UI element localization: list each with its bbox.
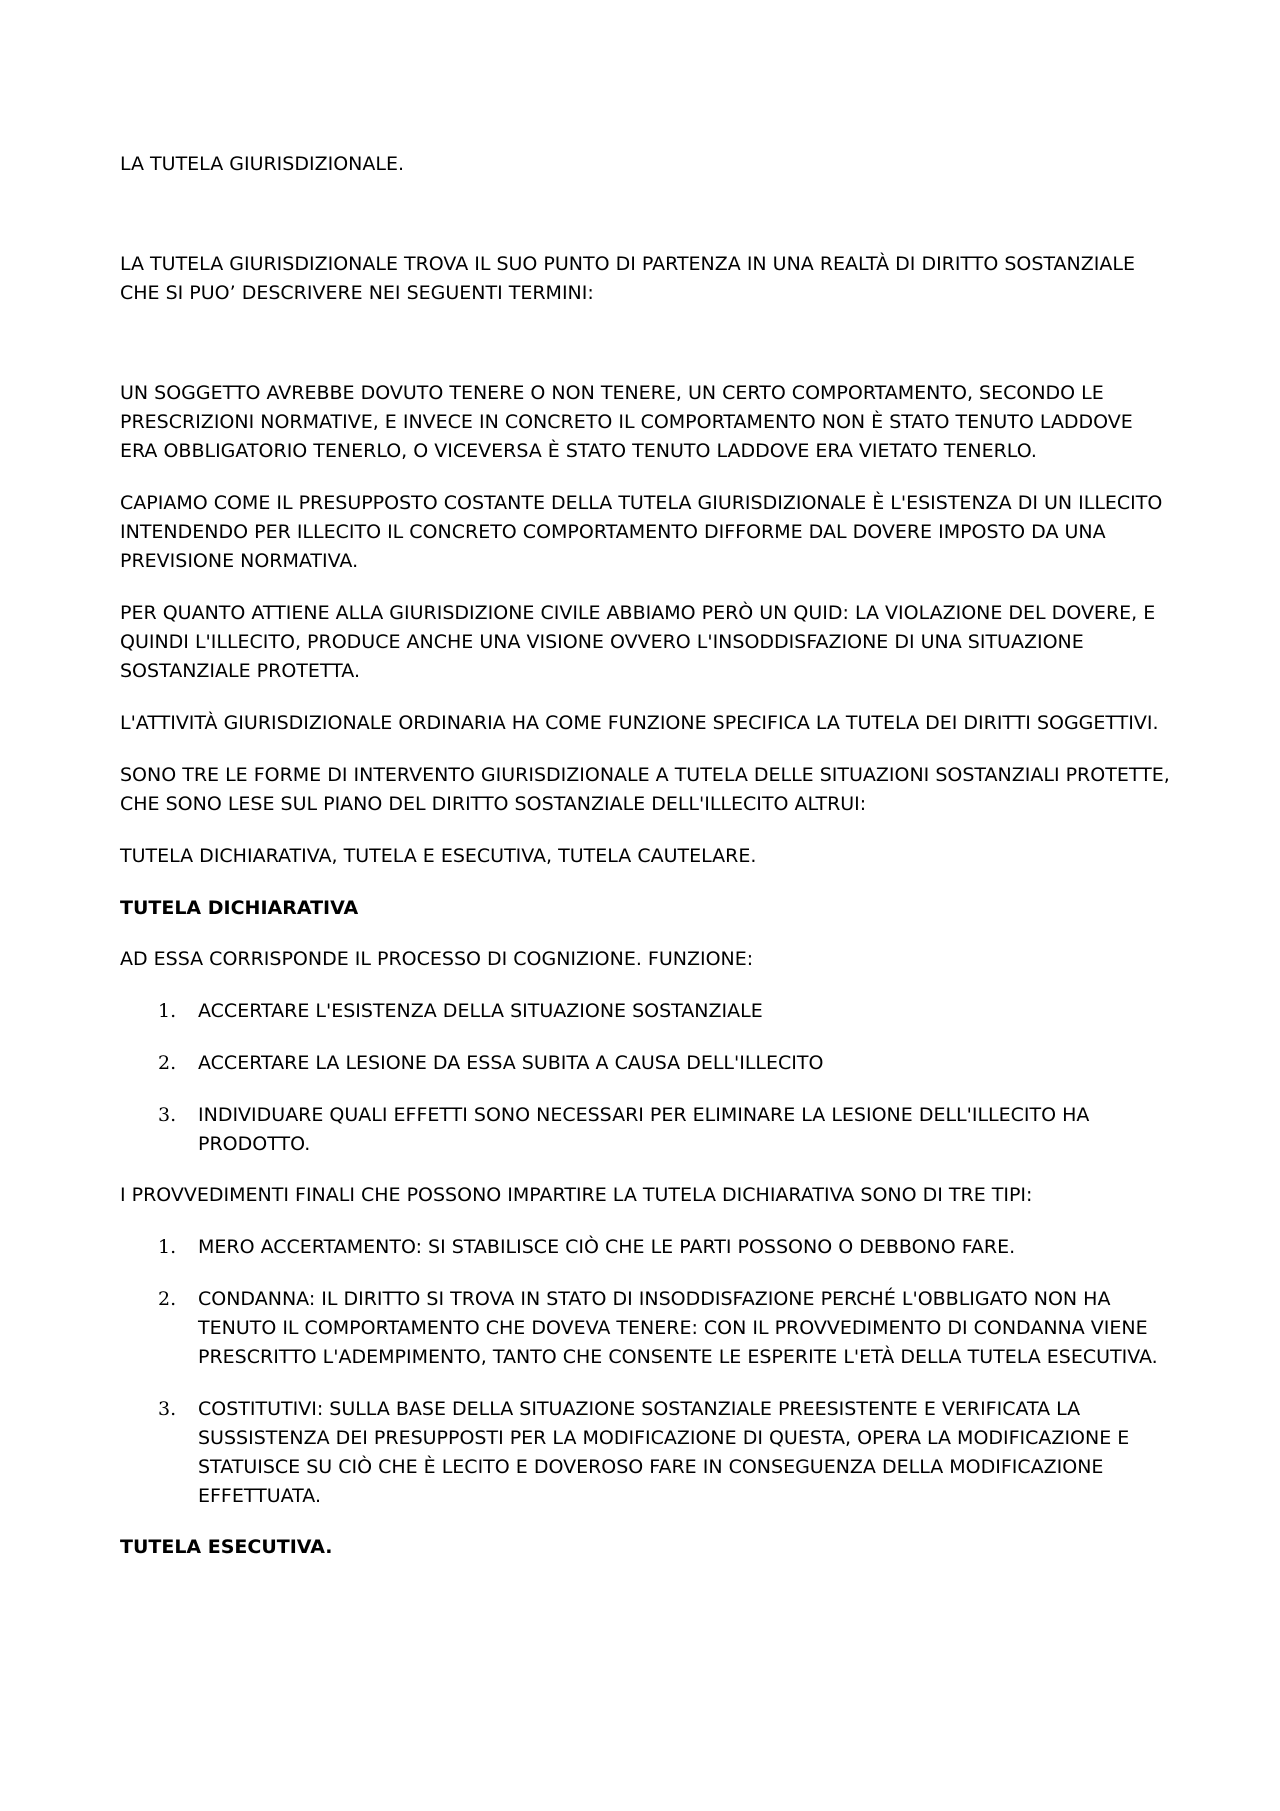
section-lead: AD ESSA CORRISPONDE IL PROCESSO DI COGNIZIONE. FUNZIONE:	[120, 948, 754, 970]
paragraph: L'ATTIVITÀ GIURISDIZIONALE ORDINARIA HA COME FUNZIONE SPECIFICA LA TUTELA DEI DIRITTI SOGGETTIVI.	[120, 712, 1159, 734]
list-item-text: INDIVIDUARE QUALI EFFETTI SONO NECESSARI PER ELIMINARE LA LESIONE DELL'ILLECITO HA PRODOTTO.	[198, 1104, 1090, 1155]
list-item-text: MERO ACCERTAMENTO: SI STABILISCE CIÒ CHE LE PARTI POSSONO O DEBBONO FARE.	[198, 1236, 1016, 1258]
paragraph: TUTELA DICHIARATIVA, TUTELA E ESECUTIVA, TUTELA CAUTELARE.	[120, 845, 757, 867]
list-number: 1.	[158, 1236, 177, 1258]
functions-list	[120, 997, 1170, 1159]
list-number: 3.	[158, 1398, 177, 1420]
list-item	[120, 1233, 1170, 1262]
section-lead: I PROVVEDIMENTI FINALI CHE POSSONO IMPARTIRE LA TUTELA DICHIARATIVA SONO DI TRE TIPI:	[120, 1184, 1033, 1206]
intro-paragraph: LA TUTELA GIURISDIZIONALE TROVA IL SUO PUNTO DI PARTENZA IN UNA REALTÀ DI DIRITTO SOSTANZIALE CHE SI PUO’ DESCRIVERE NEI SEGUENTI TERMINI:	[120, 253, 1135, 304]
list-item	[120, 1049, 1170, 1078]
list-number: 2.	[158, 1288, 177, 1310]
paragraph: CAPIAMO COME IL PRESUPPOSTO COSTANTE DELLA TUTELA GIURISDIZIONALE È L'ESISTENZA DI UN ILLECITO INTENDENDO PER ILLECITO IL CONCRETO COMPORTAMENTO DIFFORME DAL DOVERE IMPOSTO DA UNA PREVISIONE NORMATIVA.	[120, 492, 1163, 572]
list-item-text: COSTITUTIVI: SULLA BASE DELLA SITUAZIONE SOSTANZIALE PREESISTENTE E VERIFICATA LA SUSSISTENZA DEI PRESUPPOSTI PER LA MODIFICAZIONE DI QUESTA, OPERA LA MODIFICAZIONE E STATUISCE SU CIÒ CHE È LECITO E DOVEROSO FARE IN CONSEGUENZA DELLA MODIFICAZIONE EFFETTUATA.	[198, 1398, 1130, 1507]
document-body	[120, 150, 1170, 1584]
list-item	[120, 1101, 1170, 1159]
list-item-text: CONDANNA: IL DIRITTO SI TROVA IN STATO DI INSODDISFAZIONE PERCHÉ L'OBBLIGATO NON HA TENUTO IL COMPORTAMENTO CHE DOVEVA TENERE: CON IL PROVVEDIMENTO DI CONDANNA VIENE PRESCRITTO L'ADEMPIMENTO, TANTO CHE CONSENTE LE ESPERITE L'ETÀ DELLA TUTELA ESECUTIVA.	[198, 1288, 1158, 1368]
list-number: 1.	[158, 1000, 177, 1022]
document-title: LA TUTELA GIURISDIZIONALE.	[120, 153, 404, 175]
provvedimenti-list	[120, 1233, 1170, 1511]
paragraph: PER QUANTO ATTIENE ALLA GIURISDIZIONE CIVILE ABBIAMO PERÒ UN QUID: LA VIOLAZIONE DEL DOVERE, E QUINDI L'ILLECITO, PRODUCE ANCHE UNA VISIONE OVVERO L'INSODDISFAZIONE DI UNA SITUAZIONE SOSTANZIALE PROTETTA.	[120, 602, 1156, 682]
section-heading-dichiarativa: TUTELA DICHIARATIVA	[120, 897, 359, 919]
section-heading-esecutiva: TUTELA ESECUTIVA.	[120, 1536, 333, 1558]
list-item	[120, 1285, 1170, 1372]
list-item	[120, 997, 1170, 1026]
list-item-text: ACCERTARE LA LESIONE DA ESSA SUBITA A CAUSA DELL'ILLECITO	[198, 1052, 824, 1074]
list-item-text: ACCERTARE L'ESISTENZA DELLA SITUAZIONE SOSTANZIALE	[198, 1000, 763, 1022]
list-number: 2.	[158, 1052, 177, 1074]
list-number: 3.	[158, 1104, 177, 1126]
paragraph: SONO TRE LE FORME DI INTERVENTO GIURISDIZIONALE A TUTELA DELLE SITUAZIONI SOSTANZIALI PROTETTE, CHE SONO LESE SUL PIANO DEL DIRITTO SOSTANZIALE DELL'ILLECITO ALTRUI:	[120, 764, 1170, 815]
paragraph: UN SOGGETTO AVREBBE DOVUTO TENERE O NON TENERE, UN CERTO COMPORTAMENTO, SECONDO LE PRESCRIZIONI NORMATIVE, E INVECE IN CONCRETO IL COMPORTAMENTO NON È STATO TENUTO LADDOVE ERA OBBLIGATORIO TENERLO, O VICEVERSA È STATO TENUTO LADDOVE ERA VIETATO TENERLO.	[120, 382, 1133, 462]
list-item	[120, 1395, 1170, 1511]
